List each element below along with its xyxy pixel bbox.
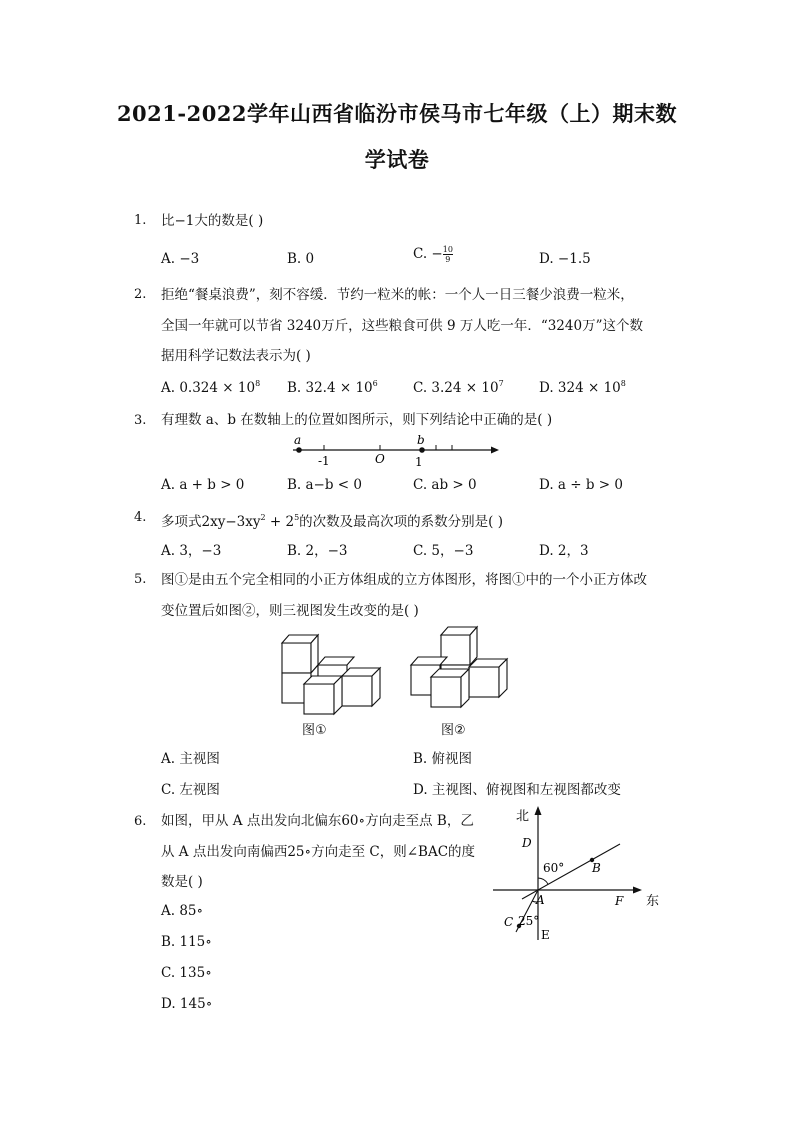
label-f: F [615,894,624,908]
stem-part: 多项式2xy−3xy [161,514,261,530]
question-number: 1. [134,213,147,228]
fraction-numerator: 10 [442,245,453,254]
question-stem [161,508,503,532]
option-b [287,379,378,396]
label-a: a [294,433,302,447]
option-a-exponent: 8 [255,379,261,388]
cube-face [342,676,372,706]
cube-figure-1 [276,632,388,716]
cube-face [469,667,499,697]
option-a: A. −3 [161,251,200,267]
point-a [296,447,302,453]
option-b: B. 115∘ [161,934,212,950]
option-c: C. ab > 0 [413,477,477,493]
option-a: A. a + b > 0 [161,477,245,493]
cube-top [411,657,447,665]
question-number: 2. [134,287,147,302]
stem-exponent: 5 [294,513,300,522]
option-b-exponent: 6 [372,379,378,388]
east-arrow [633,887,642,894]
question-stem-line: 全国一年就可以节省 3240万斤，这些粮食可供 9 万人吃一年．“3240万”这个数 [161,318,643,334]
label-one: 1 [415,455,423,469]
question-stem-line: 变位置后如图②，则三视图发生改变的是( ) [161,603,419,619]
cube-face [441,635,470,665]
label-e: E [541,928,550,942]
option-c [413,245,453,264]
option-d-exponent: 8 [620,379,626,388]
cube-face [431,677,461,707]
option-c-exponent: 7 [498,379,504,388]
option-c: C. 左视图 [161,782,220,798]
label-neg1: -1 [318,454,330,468]
point-b [419,447,425,453]
label-a: A [536,893,545,907]
option-c [413,379,504,396]
number-line-arrow [491,447,499,454]
page-title: 2021-2022学年山西省临汾市侯马市七年级（上）期末数 [116,101,678,126]
option-b-base: B. 32.4 × 10 [287,380,373,396]
option-a: A. 主视图 [161,751,220,767]
option-c-prefix: C. − [413,246,443,262]
option-d: D. 145∘ [161,996,213,1012]
direction-figure [488,800,668,950]
option-a: A. 85∘ [161,903,204,919]
question-stem-line: 数是( ) [161,874,203,890]
figure-2-label: 图② [441,723,466,738]
option-d: D. −1.5 [539,251,591,267]
question-stem-line: 从 A 点出发向南偏西25∘方向走至 C，则∠BAC的度 [161,844,476,860]
north-arrow [535,806,542,815]
label-25: 25° [518,914,540,928]
stem-exponent: 2 [260,513,266,522]
number-line-figure [285,430,505,470]
label-c: C [504,915,514,929]
question-stem-line: 图①是由五个完全相同的小正方体组成的立方体图形，将图①中的一个小正方体改 [161,572,647,588]
fraction [443,245,453,264]
option-c: C. 5，−3 [413,543,474,559]
label-60: 60° [543,861,565,875]
cube-top [318,657,354,665]
option-a-base: A. 0.324 × 10 [161,380,256,396]
option-d: D. 主视图、俯视图和左视图都改变 [413,782,621,798]
question-stem-line: 拒绝“餐桌浪费”，刻不容缓．节约一粒米的帐：一个人一日三餐少浪费一粒米， [161,287,634,303]
option-c-base: C. 3.24 × 10 [413,380,499,396]
cube-face [282,643,311,673]
fraction-denominator: 9 [443,254,453,264]
option-d: D. 2，3 [539,543,589,559]
label-east: 东 [646,894,660,909]
stem-part: + 2 [265,514,295,530]
question-stem: 有理数 a、b 在数轴上的位置如图所示，则下列结论中正确的是( ) [161,412,553,428]
cube-figure-2 [405,623,515,717]
angle-60-arc [538,878,548,884]
option-b: B. 2，−3 [287,543,348,559]
option-d: D. a ÷ b > 0 [539,477,623,493]
label-d: D [522,836,532,850]
option-d-base: D. 324 × 10 [539,380,621,396]
option-b: B. a−b < 0 [287,477,362,493]
option-d [539,379,626,396]
question-stem-line: 据用科学记数法表示为( ) [161,348,311,364]
question-number: 5. [134,572,147,587]
page-title-line2: 学试卷 [364,147,430,172]
figure-1-label: 图① [302,723,327,738]
option-b: B. 俯视图 [413,751,473,767]
option-a [161,379,260,396]
question-stem: 比−1大的数是( ) [161,213,264,229]
option-a: A. 3，−3 [161,543,222,559]
option-c: C. 135∘ [161,965,212,981]
question-number: 4. [134,510,147,525]
stem-part: 的次数及最高次项的系数分别是( ) [299,514,503,530]
cube-face [304,684,334,714]
label-origin: O [375,452,385,466]
option-b: B. 0 [287,251,315,267]
question-stem-line: 如图，甲从 A 点出发向北偏东60∘方向走至点 B，乙 [161,813,474,829]
question-number: 3. [134,413,147,428]
label-b: b [417,433,425,447]
label-b: B [592,861,601,875]
question-number: 6. [134,814,147,829]
label-north: 北 [516,809,530,824]
